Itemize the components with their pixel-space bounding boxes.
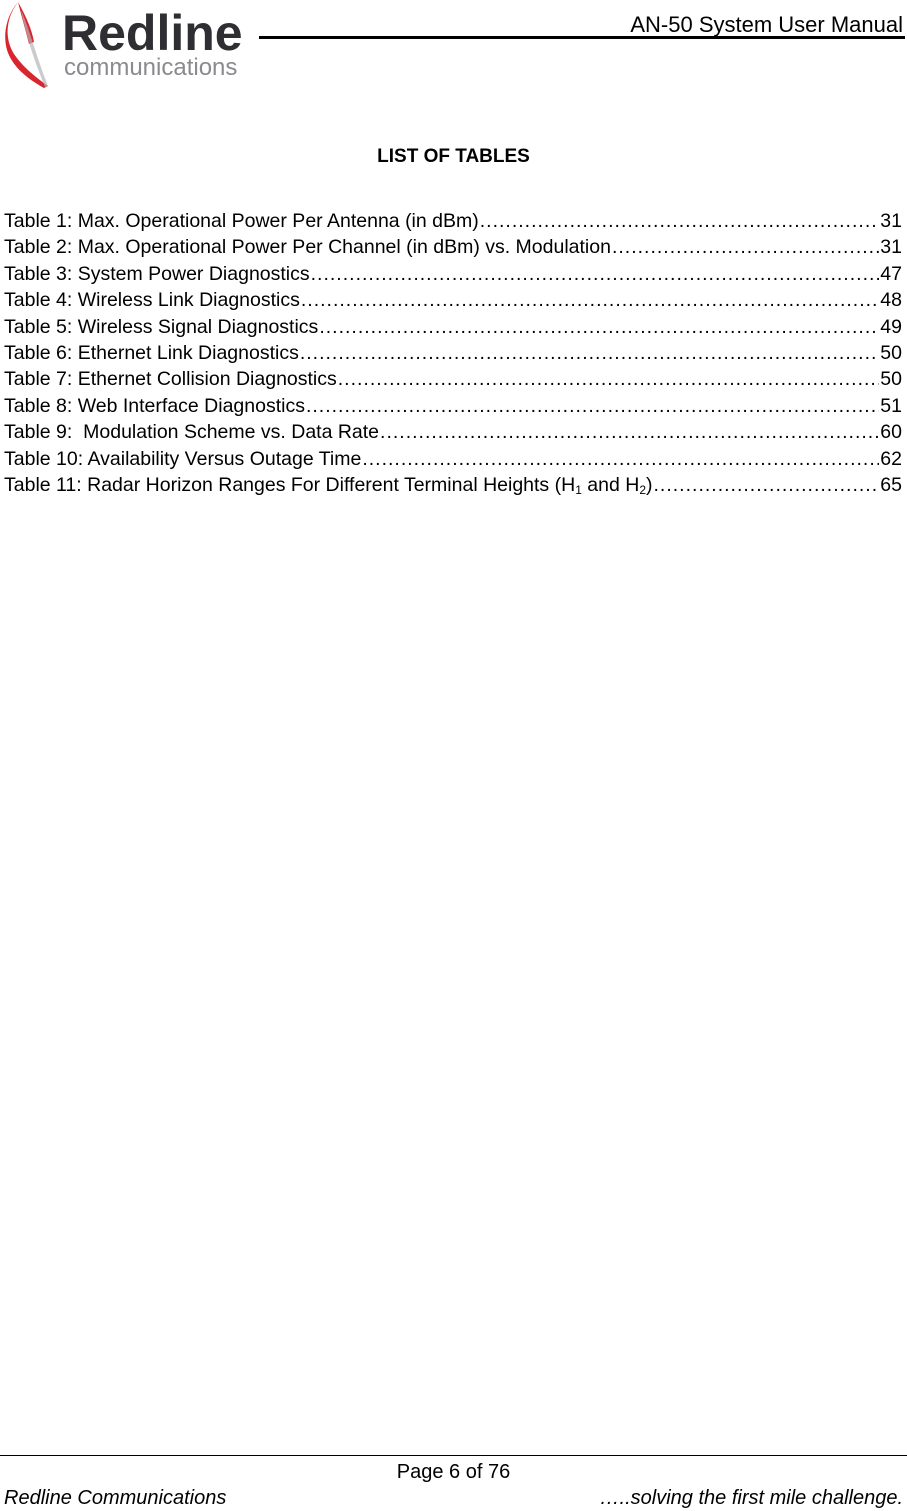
toc-entry-subscript-2: 2 (639, 482, 647, 497)
toc-entry-label-mid: and H (581, 473, 640, 496)
toc-entry-page: 51 (880, 394, 902, 417)
toc-entry-page: 47 (880, 262, 902, 285)
toc-entry-page: 31 (880, 210, 902, 232)
footer-company: Redline Communications (4, 1487, 227, 1509)
toc-entry-page: 31 (880, 236, 902, 259)
toc-entry[interactable] (4, 261, 902, 287)
document-title: AN-50 System User Manual (630, 12, 903, 37)
toc-entry[interactable] (4, 287, 902, 313)
toc-entry[interactable] (4, 393, 902, 419)
toc-dot-leader (480, 208, 880, 234)
toc-entry-label: Table 6: Ethernet Link Diagnostics (4, 341, 299, 364)
redline-logo (4, 0, 256, 90)
toc-entry[interactable] (4, 472, 902, 498)
table-of-tables-list (4, 208, 902, 498)
toc-dot-leader (654, 472, 880, 498)
footer-slogan: …..solving the first mile challenge. (599, 1487, 903, 1509)
toc-entry[interactable] (4, 366, 902, 392)
page-number: Page 6 of 76 (396, 1461, 511, 1483)
toc-entry[interactable] (4, 446, 902, 472)
toc-entry-page: 60 (880, 421, 902, 444)
toc-entry[interactable] (4, 419, 902, 445)
toc-entry[interactable] (4, 314, 902, 340)
toc-entry-label: Table 3: System Power Diagnostics (4, 262, 310, 285)
toc-entry-label: Table 5: Wireless Signal Diagnostics (4, 315, 319, 338)
toc-dot-leader (306, 393, 879, 419)
toc-dot-leader (338, 366, 880, 392)
toc-entry-page: 49 (880, 315, 902, 338)
logo-brand-name: Redline (62, 5, 243, 61)
toc-entry-label-tail: ) (646, 473, 653, 496)
toc-entry-label: Table 10: Availability Versus Outage Time (4, 447, 362, 470)
footer-rule (0, 1455, 907, 1456)
toc-entry-label: Table 9: Modulation Scheme vs. Data Rate (4, 421, 380, 444)
redline-swoosh-icon (5, 2, 48, 88)
toc-dot-leader (311, 261, 880, 287)
logo-brand-tagline: communications (64, 54, 238, 81)
list-of-tables-heading: LIST OF TABLES (377, 146, 530, 167)
toc-entry-page: 50 (880, 368, 902, 391)
toc-dot-leader (380, 419, 879, 445)
toc-dot-leader (612, 234, 879, 260)
toc-dot-leader (362, 446, 879, 472)
toc-entry-subscript-1: 1 (575, 482, 582, 497)
toc-dot-leader (301, 287, 879, 313)
toc-entry-page: 65 (880, 473, 902, 496)
toc-entry-label: Table 7: Ethernet Collision Diagnostics (4, 368, 337, 391)
toc-entry-label: Table 1: Max. Operational Power Per Antenna (in dBm) (4, 210, 479, 232)
toc-entry-page: 50 (880, 341, 902, 364)
toc-entry-page: 48 (880, 289, 902, 312)
toc-entry-label (4, 472, 653, 498)
toc-entry[interactable] (4, 208, 902, 234)
toc-entry-page: 62 (880, 447, 902, 470)
toc-entry-label: Table 2: Max. Operational Power Per Channel (in dBm) vs. Modulation (4, 236, 611, 259)
toc-dot-leader (300, 340, 879, 366)
toc-entry-label: Table 4: Wireless Link Diagnostics (4, 289, 300, 312)
toc-entry[interactable] (4, 340, 902, 366)
toc-dot-leader (319, 314, 879, 340)
toc-entry[interactable] (4, 234, 902, 260)
redline-logo-graphic (4, 0, 256, 90)
toc-entry-label-text: Table 11: Radar Horizon Ranges For Different Terminal Heights (H (4, 473, 576, 496)
toc-entry-label: Table 8: Web Interface Diagnostics (4, 394, 305, 417)
